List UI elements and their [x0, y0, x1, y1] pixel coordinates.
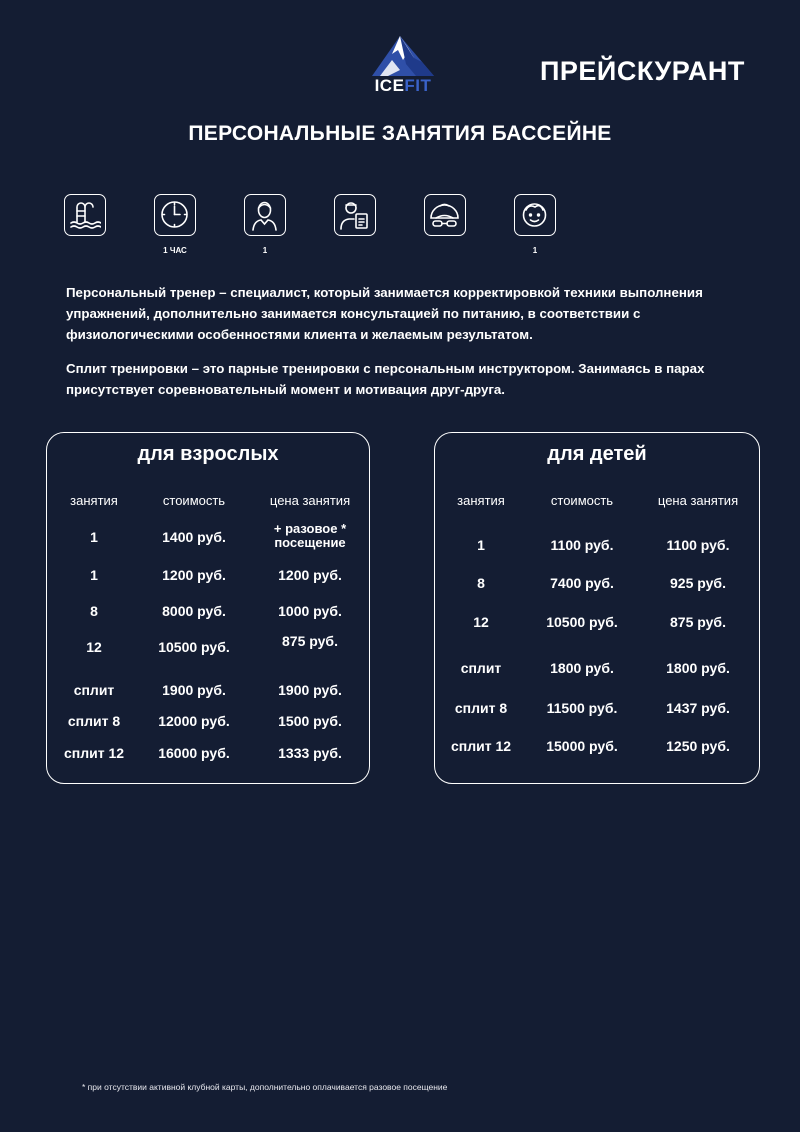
adult-row2-unit-price: 1200 руб.: [278, 567, 342, 583]
kids-row3-sessions: 12: [473, 614, 489, 630]
adult-card-title: для взрослых: [137, 443, 279, 465]
adult-row1-unit-price: + разовое * посещение: [273, 521, 347, 550]
kids-row2-unit-price: 925 руб.: [670, 575, 726, 591]
kids-header-unit-price: цена занятия: [657, 493, 739, 508]
adult-row6-sessions: сплит 8: [67, 713, 121, 729]
kids-row2-sessions: 8: [477, 575, 485, 591]
adult-row3-unit-price: 1000 руб.: [278, 603, 342, 619]
kids-row2-cost: 7400 руб.: [550, 575, 614, 591]
adult-row3-cost: 8000 руб.: [162, 603, 226, 619]
footnote: * при отсутствии активной клубной карты, дополнительно оплачивается разовое посещение: [82, 1082, 448, 1092]
kids-row4-sessions: сплит: [460, 660, 502, 676]
duration-caption: 1 ЧАС: [163, 246, 187, 255]
kids-header-sessions: занятия: [457, 493, 505, 508]
adult-row7-cost: 16000 руб.: [158, 745, 230, 761]
adult-row6-cost: 12000 руб.: [158, 713, 230, 729]
logo-wordmark: [364, 76, 442, 96]
adult-row4-cost: 10500 руб.: [158, 639, 230, 655]
adult-row5-sessions: сплит: [73, 682, 115, 698]
adult-row5-unit-price: 1900 руб.: [278, 682, 342, 698]
kids-row6-cost: 15000 руб.: [546, 738, 618, 754]
adult-row2-sessions: 1: [90, 567, 98, 583]
swim-cap-goggles-icon: [424, 194, 466, 236]
logo-fit-text: FIT: [404, 76, 432, 95]
adult-row1-sessions: 1: [90, 529, 98, 545]
mountain-logo-icon: [370, 34, 436, 76]
child-face-icon: [514, 194, 556, 236]
adult-row4-unit-price: 875 руб.: [282, 633, 338, 649]
pool-ladder-icon: [64, 194, 106, 236]
person-icon: [244, 194, 286, 236]
persons-caption: 1: [262, 246, 268, 255]
section-title: ПЕРСОНАЛЬНЫЕ ЗАНЯТИЯ БАССЕЙНЕ: [188, 122, 612, 145]
kids-row3-cost: 10500 руб.: [546, 614, 618, 630]
split-description: Сплит тренировки – это парные тренировки с персональным инструктором. Занимаясь в парах присутствует соревновательный момент и мотивация друг-друга.: [66, 361, 705, 397]
trainer-clipboard-icon: [334, 194, 376, 236]
adult-header-sessions: занятия: [70, 493, 118, 508]
adult-row7-sessions: сплит 12: [63, 745, 125, 761]
adult-row4-sessions: 12: [86, 639, 102, 655]
clock-icon: [154, 194, 196, 236]
adult-row2-cost: 1200 руб.: [162, 567, 226, 583]
document-title: ПРЕЙСКУРАНТ: [540, 56, 745, 86]
logo-ice-text: ICE: [374, 76, 405, 95]
adult-row7-unit-price: 1333 руб.: [278, 745, 342, 761]
kids-row5-sessions: сплит 8: [454, 700, 508, 716]
kids-row4-unit-price: 1800 руб.: [666, 660, 730, 676]
kids-row6-sessions: сплит 12: [450, 738, 512, 754]
kids-row1-unit-price: 1100 руб.: [666, 537, 730, 553]
children-caption: 1: [532, 246, 538, 255]
kids-header-cost: стоимость: [550, 493, 614, 508]
adult-header-unit-price: цена занятия: [269, 493, 351, 508]
kids-row6-unit-price: 1250 руб.: [666, 738, 730, 754]
adult-row6-unit-price: 1500 руб.: [278, 713, 342, 729]
adult-price-card: [46, 432, 370, 784]
kids-row4-cost: 1800 руб.: [550, 660, 614, 676]
kids-row3-unit-price: 875 руб.: [670, 614, 726, 630]
kids-row5-unit-price: 1437 руб.: [666, 700, 730, 716]
icefit-logo: [364, 34, 442, 98]
adult-row1-cost: 1400 руб.: [162, 529, 226, 545]
kids-row1-sessions: 1: [477, 537, 485, 553]
adult-row5-cost: 1900 руб.: [162, 682, 226, 698]
kids-card-title: для детей: [547, 443, 647, 465]
adult-header-cost: стоимость: [162, 493, 226, 508]
trainer-description: Персональный тренер – специалист, который занимается корректировкой техники выполнения упражнений, дополнительно занимается консультацией по питанию, в соответствии с физиологическими особенностями клиента и желаемым результатом.: [66, 285, 703, 342]
adult-row3-sessions: 8: [90, 603, 98, 619]
kids-row5-cost: 11500 руб.: [546, 700, 618, 716]
kids-price-card: [434, 432, 760, 784]
kids-row1-cost: 1100 руб.: [550, 537, 614, 553]
